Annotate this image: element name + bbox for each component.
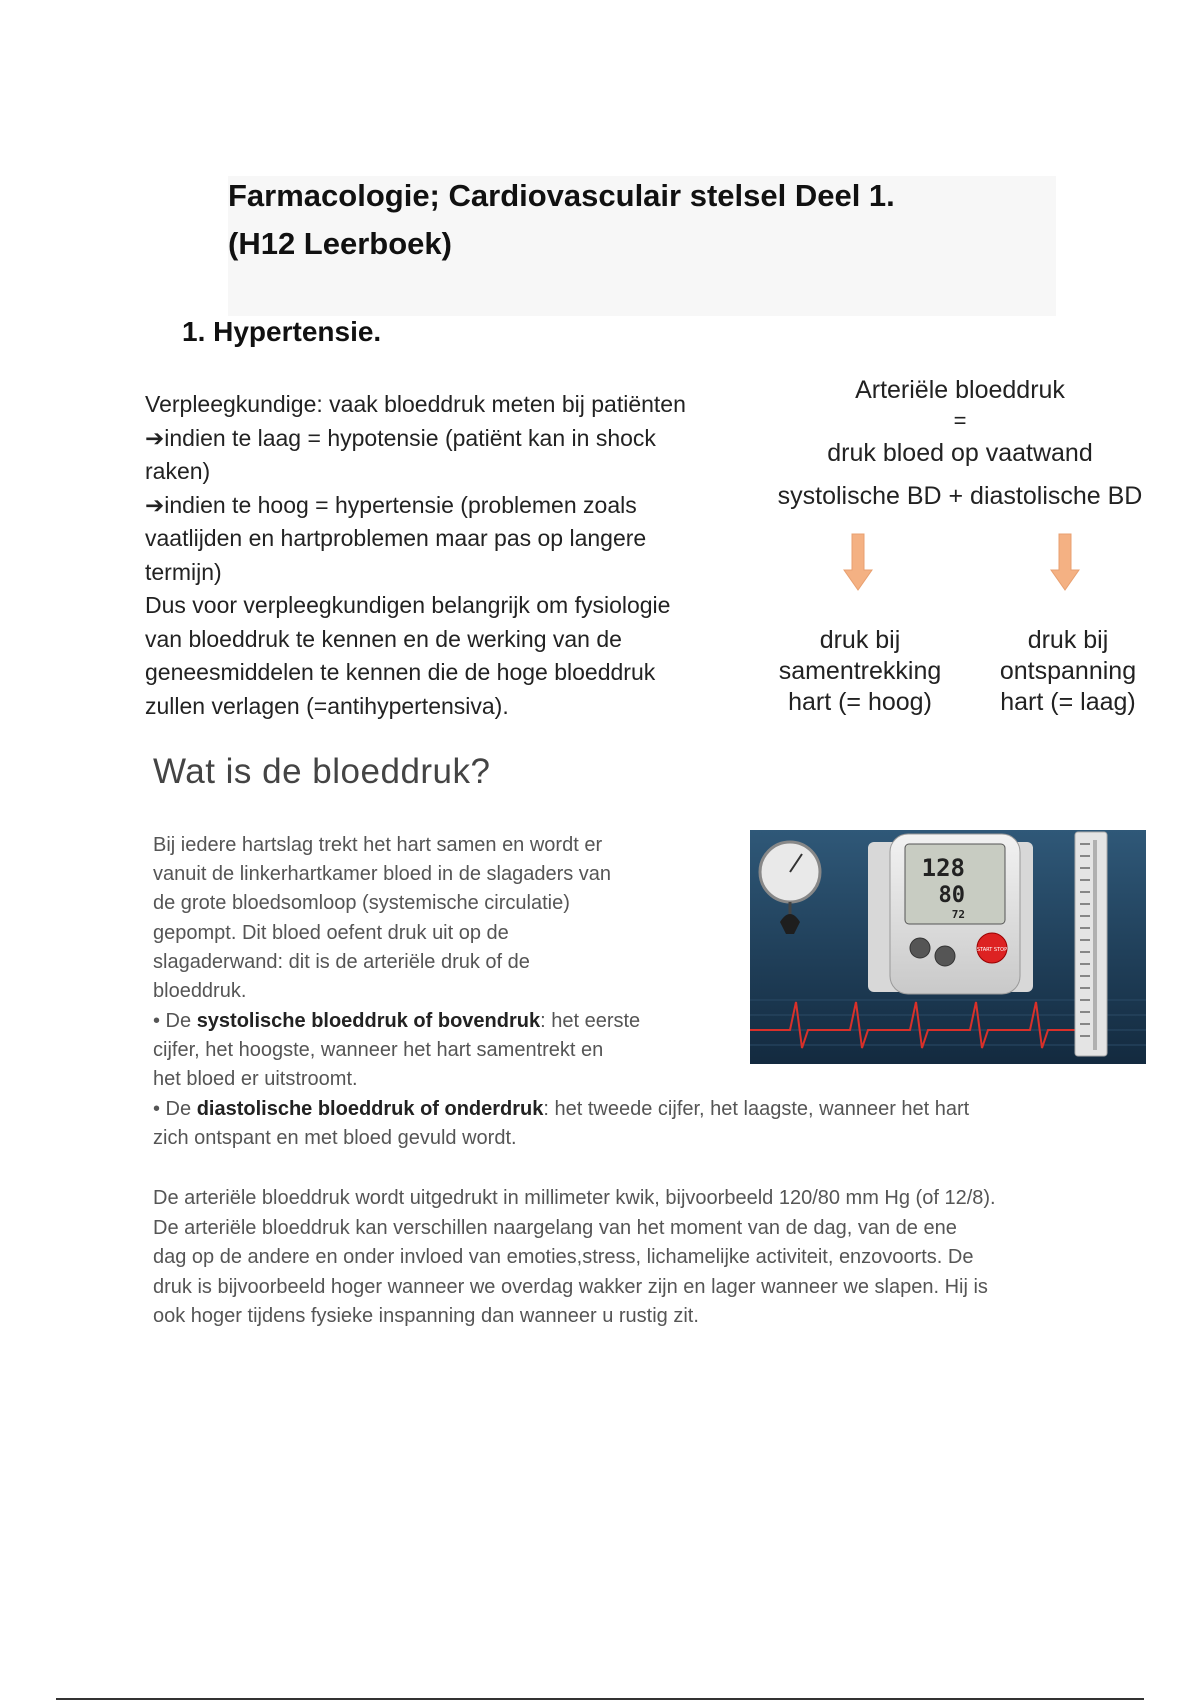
diagram-title: Arteriële bloeddruk	[855, 376, 1065, 404]
intro-line: termijn)	[145, 558, 222, 585]
intro-line: raken)	[145, 458, 211, 484]
bullet-text: : het eerste	[540, 1010, 641, 1032]
bp-paragraph-line: slagaderwand: dit is de arteriële druk of de	[153, 951, 530, 973]
bp-paragraph2-line: druk is bijvoorbeeld hoger wanneer we overdag wakker zijn en lager wanneer we slapen. Hij is	[153, 1276, 988, 1298]
bp-paragraph-line: vanuit de linkerhartkamer bloed in de slagaders van	[153, 863, 612, 885]
monitor-button	[910, 938, 930, 958]
arrow-down-icon	[841, 532, 875, 592]
blood-pressure-monitor-image	[750, 830, 1146, 1064]
bullet-diastolic	[153, 1098, 969, 1121]
systolic-readout: 128	[921, 854, 965, 882]
intro-line: Dus voor verpleegkundigen belangrijk om fysiologie	[145, 592, 671, 618]
bullet-term: diastolische bloeddruk of onderdruk	[196, 1098, 544, 1120]
bp-paragraph2-line: De arteriële bloeddruk kan verschillen naargelang van het moment van de dag, van de ene	[153, 1217, 957, 1239]
diagram-definition: druk bloed op vaatwand	[827, 439, 1093, 467]
intro-line: vaatlijden en hartproblemen maar pas op langere	[145, 525, 647, 551]
arrow-down-icon	[1048, 532, 1082, 592]
diagram-equals: =	[953, 408, 967, 433]
intro-line: zullen verlagen (=antihypertensiva).	[145, 692, 509, 719]
bullet-term: systolische bloeddruk of bovendruk	[196, 1010, 541, 1032]
intro-line: ➔indien te laag = hypotensie (patiënt kan in shock	[145, 424, 656, 451]
section-heading-hypertensie: 1. Hypertensie.	[182, 316, 382, 347]
diagram-components: systolische BD + diastolische BD	[777, 482, 1143, 510]
intro-paragraph	[145, 388, 725, 723]
bullet-marker: • De	[153, 1010, 197, 1032]
bullet-systolic	[153, 1010, 640, 1033]
bullet-text: : het tweede cijfer, het laagste, wanneer het hart	[543, 1098, 970, 1120]
bp-paragraph-line: bloeddruk.	[153, 980, 247, 1002]
diagram-systolic-label	[760, 625, 960, 718]
bullet-line: het bloed er uitstroomt.	[153, 1068, 358, 1090]
diagram-systolic-line: hart (= hoog)	[788, 688, 932, 716]
bullet-line: zich ontspant en met bloed gevuld wordt.	[153, 1127, 517, 1149]
blood-pressure-diagram	[750, 370, 1170, 730]
intro-line: van bloeddruk te kennen en de werking van de	[145, 625, 622, 652]
intro-line: ➔indien te hoog = hypertensie (problemen zoals	[145, 491, 637, 518]
diagram-systolic-line: druk bij	[819, 626, 901, 654]
bp-paragraph2-line: De arteriële bloeddruk wordt uitgedrukt in millimeter kwik, bijvoorbeeld 120/80 mm Hg (of 12/8).	[153, 1187, 996, 1209]
title-box	[228, 176, 1056, 316]
diagram-diastolic-line: ontspanning	[999, 657, 1137, 685]
mercury-column	[1075, 832, 1107, 1056]
bp-paragraph-line: de grote bloedsomloop (systemische circulatie)	[153, 892, 570, 914]
intro-line: Verpleegkundige: vaak bloeddruk meten bij patiënten	[145, 391, 686, 417]
start-stop-label: START STOP	[976, 947, 1008, 953]
bp-paragraph2-line: ook hoger tijdens fysieke inspanning dan wanneer u rustig zit.	[153, 1305, 699, 1327]
document-title-line2: (H12 Leerboek)	[228, 226, 452, 261]
pulse-readout: 72	[951, 908, 965, 921]
diagram-systolic-line: samentrekking	[778, 657, 942, 685]
bullet-marker: • De	[153, 1098, 197, 1120]
bp-paragraph-line: gepompt. Dit bloed oefent druk uit op de	[153, 922, 509, 944]
section-heading-bloeddruk: Wat is de bloeddruk?	[153, 752, 491, 791]
diagram-diastolic-label	[978, 625, 1158, 718]
monitor-button	[935, 946, 955, 966]
diagram-diastolic-line: druk bij	[1027, 626, 1109, 654]
bullet-line: cijfer, het hoogste, wanneer het hart samentrekt en	[153, 1039, 604, 1061]
document-title-line1: Farmacologie; Cardiovasculair stelsel Deel 1.	[228, 178, 895, 213]
bp-paragraph2-line: dag op de andere en onder invloed van emoties,stress, lichamelijke activiteit, enzovoorts. De	[153, 1246, 974, 1268]
diagram-diastolic-line: hart (= laag)	[1000, 688, 1136, 716]
diastolic-readout: 80	[938, 883, 965, 908]
intro-line: geneesmiddelen te kennen die de hoge bloeddruk	[145, 659, 656, 685]
bp-paragraph-line: Bij iedere hartslag trekt het hart samen en wordt er	[153, 834, 603, 856]
